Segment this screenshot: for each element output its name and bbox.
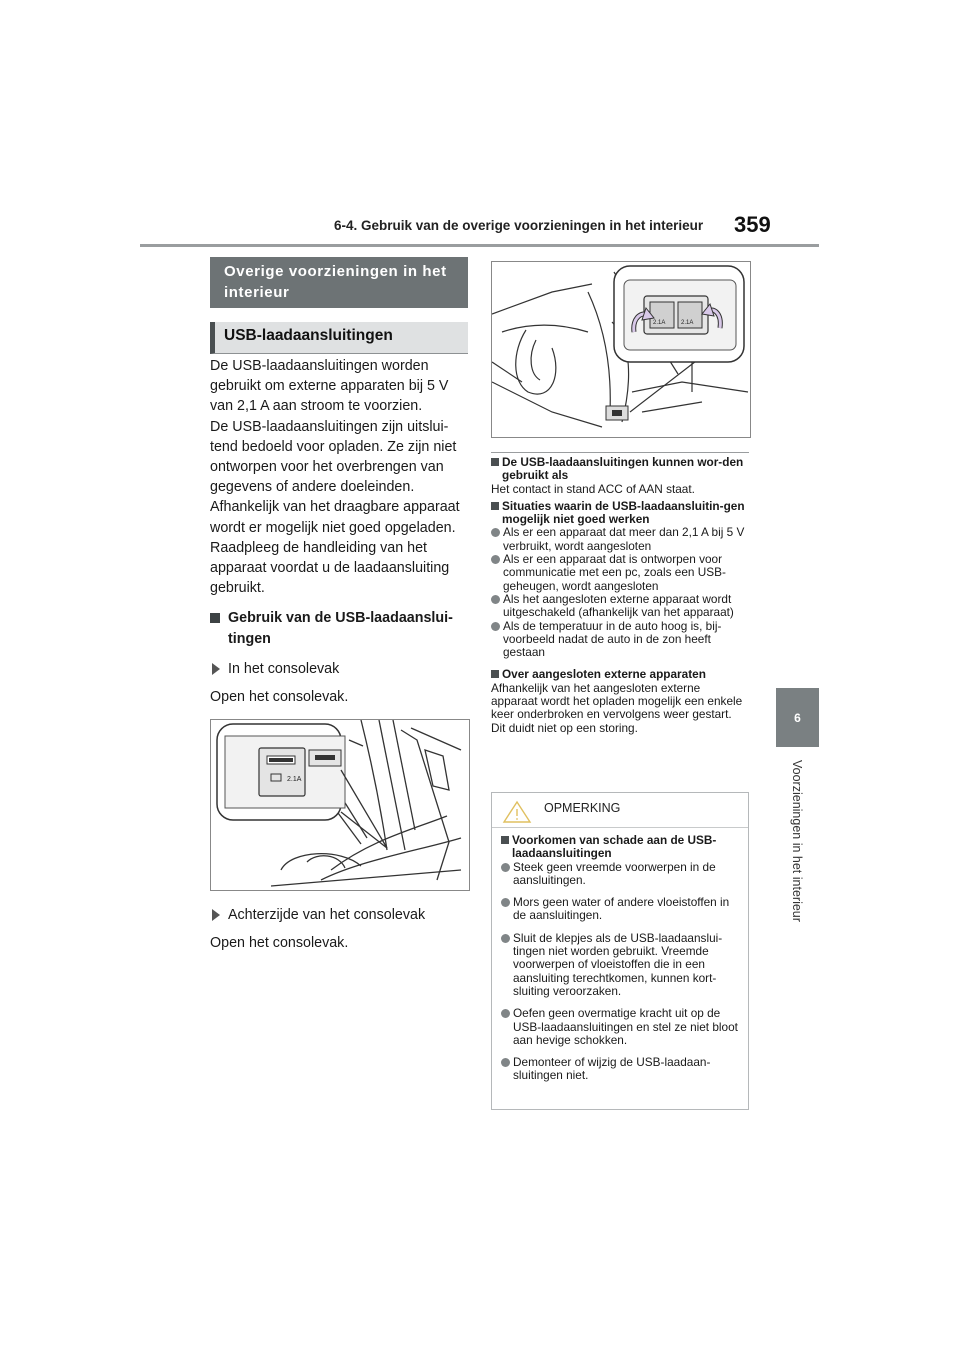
rear-console-usb-illustration <box>491 261 751 438</box>
round-bullet-icon <box>501 934 510 943</box>
usage-instruction: Open het consolevak. <box>210 935 349 952</box>
round-bullet-icon <box>501 1058 510 1067</box>
caution-box <box>491 792 749 1110</box>
round-bullet-icon <box>501 898 510 907</box>
caution-item-text: Steek geen vreemde voorwerpen in de aansluitingen. <box>513 859 716 887</box>
usage-item-label-text: In het consolevak <box>228 660 340 677</box>
rear-console-drawing <box>492 262 750 437</box>
left-column <box>210 356 472 954</box>
usage-instruction: Open het consolevak. <box>210 689 349 706</box>
caution-item <box>501 1007 740 1047</box>
chapter-number: 6 <box>794 710 801 725</box>
chapter-side-label <box>790 760 804 940</box>
note-list-item-text: Als er een apparaat dat is ontworpen voor communicatie met een pc, zoals een USB-geheugen, wordt aangesloten <box>503 552 726 593</box>
caution-item-text: Demonteer of wijzig de USB-laadaan-sluitingen niet. <box>513 1055 711 1083</box>
chapter-tab <box>776 688 819 747</box>
page-number: 359 <box>734 212 771 237</box>
note-text: Afhankelijk van het aangesloten externe apparaat wordt het opladen mogelijk een enkele keer onderbroken en vervolgens weer gestart. Dit duidt niet op een storing. <box>491 680 743 735</box>
note-list-item-text: Als de temperatuur in de auto hoog is, bij-voorbeeld nadat de auto in de zon heeft gestaan <box>503 618 722 660</box>
round-bullet-icon <box>491 555 500 564</box>
paragraph: Afhankelijk van het draagbare apparaat wordt er mogelijk niet goed opgeladen. Raadpleeg de handleiding van het apparaat voordat u de laadaansluiting gebruikt. <box>210 499 460 597</box>
round-bullet-icon <box>501 863 510 872</box>
usage-item-label <box>210 905 472 925</box>
right-column-notes <box>491 452 749 735</box>
note-list-item-text: Als het aangesloten externe apparaat wordt uitgeschakeld (afhankelijk van het apparaat) <box>503 591 734 620</box>
caution-label: OPMERKING <box>544 801 621 815</box>
caution-item-text: Sluit de klepjes als de USB-laadaanslui-tingen niet worden gebruikt. Vreemde voorwerpen of vloeistoffen die in een aansluiting terechtkomen, kunnen kort-sluiting veroorzaken. <box>513 930 723 998</box>
note-list-item <box>491 620 749 660</box>
note-list-item-text: Als er een apparaat dat meer dan 2,1 A bij 5 V verbruikt, wordt aangesloten <box>503 525 745 553</box>
note-heading-text: Situaties waarin de USB-laadaansluitin-gen mogelijk niet goed werken <box>502 498 745 527</box>
port-rating-label: 2.1A <box>287 776 302 784</box>
note-list-item <box>491 553 749 593</box>
warning-triangle-icon <box>502 800 532 824</box>
round-bullet-icon <box>501 1009 510 1018</box>
section-heading: Overige voorzieningen in het interieur <box>210 257 468 308</box>
port-rating-label: 2.1A <box>681 320 694 326</box>
square-bullet-icon <box>491 502 499 510</box>
caution-content <box>492 828 748 1083</box>
usage-heading <box>210 608 472 648</box>
round-bullet-icon <box>491 622 500 631</box>
paragraph: De USB-laadaansluitingen zijn uitslui-tend bedoeld voor opladen. Ze zijn niet ontworpen voor het overbrengen van gegevens of andere doeleinden. <box>210 418 457 496</box>
note-heading-text: De USB-laadaansluitingen kunnen wor-den gebruikt als <box>502 455 744 483</box>
square-bullet-icon <box>501 836 509 844</box>
note-heading <box>491 500 749 527</box>
caution-heading <box>501 834 740 861</box>
note-heading-text: Over aangesloten externe apparaten <box>502 667 706 682</box>
round-bullet-icon <box>491 528 500 537</box>
note-heading <box>491 668 749 681</box>
console-usb-illustration <box>210 719 470 891</box>
note-list-item <box>491 526 749 553</box>
console-drawing <box>211 720 469 890</box>
triangle-bullet-icon <box>212 663 220 675</box>
header-rule <box>140 244 819 247</box>
square-bullet-icon <box>491 458 499 466</box>
note-text: Het contact in stand ACC of AAN staat. <box>491 481 695 496</box>
note-list-item <box>491 593 749 620</box>
round-bullet-icon <box>491 595 500 604</box>
note-heading <box>491 456 749 483</box>
caution-item-text: Mors geen water of andere vloeistoffen in de aansluitingen. <box>513 895 730 923</box>
caution-header <box>492 793 748 828</box>
caution-item <box>501 1056 740 1083</box>
usage-heading-text: Gebruik van de USB-laadaanslui-tingen <box>228 610 453 647</box>
usage-item-label <box>210 659 472 679</box>
caution-item <box>501 932 740 998</box>
running-header: 6-4. Gebruik van de overige voorzieningen in het interieur <box>334 218 704 233</box>
port-rating-label: 2.1A <box>653 320 666 326</box>
caution-item <box>501 896 740 923</box>
subsection-heading: USB-laadaansluitingen <box>210 322 468 354</box>
paragraph: De USB-laadaansluitingen worden gebruikt om externe apparaten bij 5 V van 2,1 A aan stroom te voorzien. <box>210 358 449 415</box>
caution-item-text: Oefen geen overmatige kracht uit op de USB-laadaansluitingen en stel ze niet bloot aan hevige schokken. <box>513 1006 738 1047</box>
caution-heading-text: Voorkomen van schade aan de USB-laadaansluitingen <box>512 833 717 861</box>
square-bullet-icon <box>210 613 220 623</box>
chapter-title: Voorzieningen in het interieur <box>790 760 804 922</box>
square-bullet-icon <box>491 670 499 678</box>
triangle-bullet-icon <box>212 909 220 921</box>
caution-item <box>501 861 740 888</box>
usage-item-label-text: Achterzijde van het consolevak <box>228 907 426 924</box>
notes-rule <box>491 452 749 453</box>
